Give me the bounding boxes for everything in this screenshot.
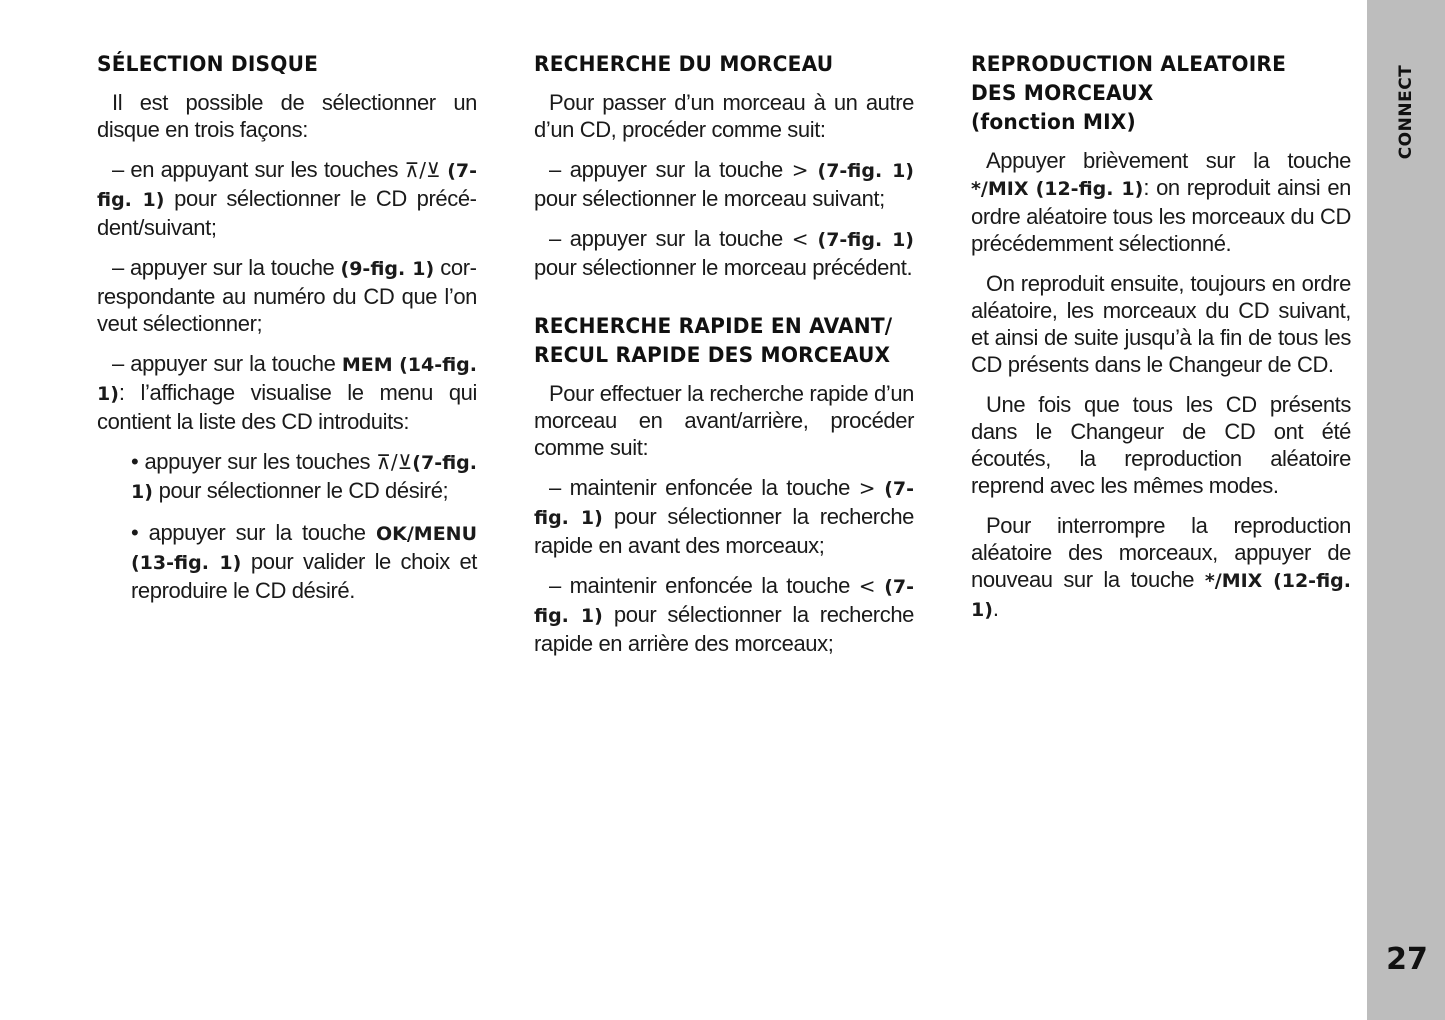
paragraph-next-cd: On reproduit ensuite, toujours en ordre aléatoire, les morceaux du CD suivant, et ainsi de suite jusqu’à la fin de tous les CD présents dans le Changeur de CD. xyxy=(971,271,1351,377)
instruction-fast-rewind: – maintenir enfoncée la touche < (7-fig. 1) pour sélectionner la recherche rapide en arrière des morceaux; xyxy=(534,573,914,656)
instruction-previous-track: – appuyer sur la touche < (7-fig. 1) pour sélectionner le morceau précédent. xyxy=(534,226,914,280)
heading-track-search: RECHERCHE DU MORCEAU xyxy=(534,52,834,76)
previous-arrow-icon: < xyxy=(858,574,876,598)
up-down-arrow-icon: ⊼/⊻ xyxy=(404,158,441,182)
column-disc-selection xyxy=(97,50,477,617)
instruction-number-key: – appuyer sur la touche (9-fig. 1) correspondante au numéro du CD que l’on veut sélectionner; xyxy=(97,255,477,336)
page-number: 27 xyxy=(1386,942,1428,977)
heading-random-play: REPRODUCTION ALEATOIRE DES MORCEAUX (fonction MIX) xyxy=(971,52,1287,134)
heading-disc-selection: SÉLECTION DISQUE xyxy=(97,52,319,76)
instruction-fast-forward: – maintenir enfoncée la touche > (7-fig. 1) pour sélectionner la recherche rapide en avant des morceaux; xyxy=(534,475,914,558)
instruction-up-down-keys: – en appuyant sur les touches ⊼/⊻ (7-fig. 1) pour sélectionner le CD précédent/suivant; xyxy=(97,157,477,240)
next-arrow-icon: > xyxy=(858,476,876,500)
previous-arrow-icon: < xyxy=(791,227,809,251)
paragraph-repeat: Une fois que tous les CD présents dans le Changeur de CD ont été écoutés, la reproduction aléatoire reprend avec les mêmes modes. xyxy=(971,392,1351,498)
instruction-mem-key: – appuyer sur la touche MEM (14-fig. 1): l’affichage visualise le menu qui contient la liste des CD introduits: xyxy=(97,351,477,434)
section-label: CONNECT xyxy=(1396,64,1416,160)
bullet-select-cd: • appuyer sur les touches ⊼/⊻(7-fig. 1) pour sélectionner le CD désiré; xyxy=(131,449,477,503)
paragraph-track-intro: Pour passer d’un morceau à un autre d’un CD, procéder comme suit: xyxy=(534,90,914,142)
heading-fast-search: RECHERCHE RAPIDE EN AVANT/ RECUL RAPIDE DES MORCEAUX xyxy=(534,314,893,367)
paragraph-stop-mix: Pour interrompre la reproduction aléatoire des morceaux, appuyer de nouveau sur la touche */MIX (12-fig. 1). xyxy=(971,513,1351,621)
up-down-arrow-icon: ⊼/⊻ xyxy=(376,450,413,474)
column-track-search xyxy=(534,50,914,670)
paragraph-fast-search-intro: Pour effectuer la recherche rapide d’un morceau en avant/arrière, procéder comme suit: xyxy=(534,381,914,460)
instruction-next-track: – appuyer sur la touche > (7-fig. 1) pour sélectionner le morceau suivant; xyxy=(534,157,914,211)
next-arrow-icon: > xyxy=(791,158,809,182)
paragraph-intro: Il est possible de sélectionner un disque en trois façons: xyxy=(97,90,477,142)
column-random-play xyxy=(971,50,1351,637)
paragraph-mix-key: Appuyer brièvement sur la touche */MIX (12-fig. 1): on reproduit ainsi en ordre aléatoire tous les morceaux du CD précédemment sélectionné. xyxy=(971,148,1351,256)
bullet-confirm-cd: • appuyer sur la touche OK/MENU (13-fig. 1) pour valider le choix et reproduire le CD désiré. xyxy=(131,520,477,603)
